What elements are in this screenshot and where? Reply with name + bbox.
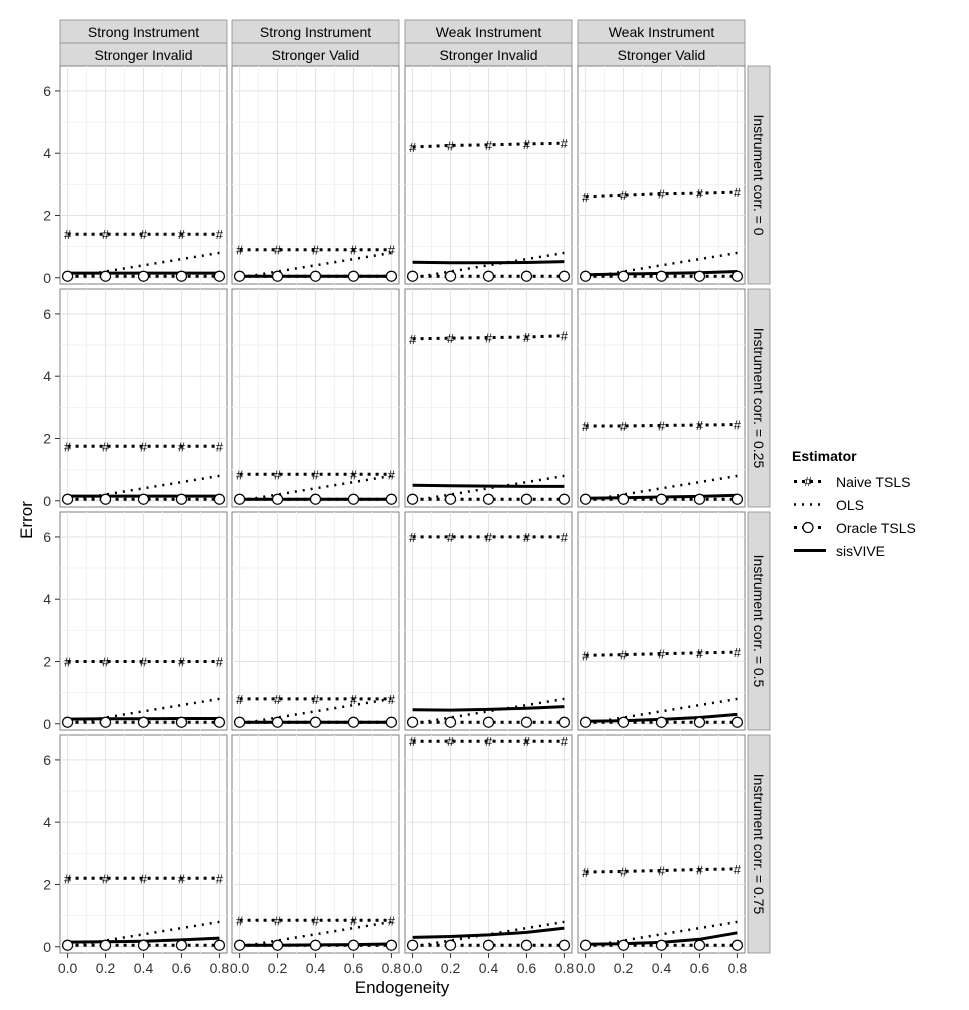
oracle-tsls-point <box>694 271 704 281</box>
oracle-tsls-point <box>732 940 742 950</box>
x-axis-tick-label: 0.8 <box>554 960 575 976</box>
x-axis-tick-label: 0.0 <box>402 960 423 976</box>
oracle-tsls-point <box>273 271 283 281</box>
oracle-tsls-point <box>521 494 531 504</box>
row-strip-label: Instrument corr. = 0.25 <box>751 327 767 469</box>
y-axis-tick-label: 2 <box>43 207 51 224</box>
naive-tsls-point: # <box>619 864 628 880</box>
oracle-tsls-point <box>446 940 456 950</box>
sisvive-series-line <box>413 485 565 486</box>
naive-tsls-point: # <box>408 734 417 750</box>
naive-tsls-point: # <box>484 330 493 346</box>
facet-panel <box>60 512 227 730</box>
oracle-tsls-point <box>694 940 704 950</box>
naive-tsls-point: # <box>235 913 244 929</box>
x-axis-tick-label: 0.8 <box>727 960 748 976</box>
oracle-tsls-point <box>732 271 742 281</box>
legend-key-ols <box>792 493 832 516</box>
naive-tsls-point: # <box>560 734 569 750</box>
oracle-tsls-point <box>214 271 224 281</box>
naive-tsls-point: # <box>273 913 282 929</box>
facet-panel <box>405 289 572 507</box>
oracle-tsls-point <box>214 494 224 504</box>
oracle-tsls-point <box>484 494 494 504</box>
oracle-tsls-point <box>484 940 494 950</box>
oracle-tsls-point <box>235 940 245 950</box>
facet-panel <box>405 66 572 284</box>
naive-tsls-point: # <box>101 871 110 887</box>
row-strip <box>748 66 770 284</box>
oracle-tsls-point <box>214 717 224 727</box>
oracle-tsls-point <box>386 271 396 281</box>
legend <box>792 448 962 562</box>
row-strip <box>748 512 770 730</box>
oracle-tsls-point <box>619 940 629 950</box>
oracle-tsls-point <box>657 271 667 281</box>
strip-bottom-label: Stronger Valid <box>617 47 706 63</box>
naive-tsls-point: # <box>349 242 358 258</box>
naive-tsls-point: # <box>235 242 244 258</box>
oracle-tsls-point <box>657 494 667 504</box>
sisvive-series-line <box>413 262 565 263</box>
facet-panel <box>578 735 745 953</box>
naive-tsls-point: # <box>349 691 358 707</box>
facet-panel <box>232 512 399 730</box>
naive-tsls-point: # <box>657 646 666 662</box>
oracle-tsls-point <box>176 271 186 281</box>
legend-label: sisVIVE <box>836 542 886 559</box>
oracle-tsls-point <box>732 494 742 504</box>
naive-tsls-point: # <box>177 439 186 455</box>
oracle-tsls-point <box>273 494 283 504</box>
naive-tsls-point: # <box>215 227 224 243</box>
oracle-tsls-point <box>348 271 358 281</box>
x-axis-tick-label: 0.2 <box>267 960 288 976</box>
naive-tsls-point: # <box>733 861 742 877</box>
naive-tsls-point: # <box>349 467 358 483</box>
y-axis-title: Error <box>17 501 36 539</box>
x-axis-tick-label: 0.8 <box>381 960 402 976</box>
oracle-tsls-point <box>581 717 591 727</box>
oracle-tsls-point <box>446 271 456 281</box>
naive-tsls-point: # <box>387 691 396 707</box>
legend-item-sisvive <box>792 539 962 562</box>
legend-key-oracle-tsls <box>792 516 832 539</box>
y-axis-tick-label: 2 <box>43 430 51 447</box>
x-axis-tick-label: 0.8 <box>209 960 230 976</box>
naive-tsls-point: # <box>408 139 417 155</box>
row-strip-label: Instrument corr. = 0.75 <box>751 773 767 915</box>
oracle-tsls-point <box>139 717 149 727</box>
naive-tsls-point: # <box>581 419 590 435</box>
naive-tsls-point: # <box>484 529 493 545</box>
y-axis-tick-label: 4 <box>43 368 51 385</box>
legend-item-naive-tsls <box>792 470 962 493</box>
naive-tsls-point: # <box>657 186 666 202</box>
x-axis-tick-label: 0.4 <box>478 960 499 976</box>
naive-tsls-point: # <box>215 871 224 887</box>
naive-tsls-point: # <box>273 467 282 483</box>
oracle-tsls-point <box>619 717 629 727</box>
oracle-tsls-point <box>657 717 667 727</box>
y-axis-tick-label: 6 <box>43 751 51 768</box>
oracle-tsls-point <box>214 940 224 950</box>
legend-title: Estimator <box>792 448 857 464</box>
oracle-tsls-point <box>732 717 742 727</box>
oracle-tsls-point <box>386 940 396 950</box>
y-axis-tick-label: 0 <box>43 715 51 732</box>
naive-tsls-point: # <box>522 734 531 750</box>
column-strip <box>60 20 227 66</box>
oracle-tsls-point <box>581 940 591 950</box>
facet-panel <box>232 66 399 284</box>
oracle-tsls-point <box>348 494 358 504</box>
naive-tsls-point: # <box>101 227 110 243</box>
strip-bottom-label: Stronger Invalid <box>94 47 193 63</box>
facet-panel <box>232 735 399 953</box>
y-axis-tick-label: 0 <box>43 269 51 286</box>
naive-tsls-point: # <box>733 417 742 433</box>
y-axis-tick-label: 0 <box>43 938 51 955</box>
naive-tsls-point: # <box>522 329 531 345</box>
oracle-tsls-point <box>521 717 531 727</box>
oracle-tsls-point <box>521 271 531 281</box>
naive-tsls-point: # <box>581 865 590 881</box>
oracle-tsls-point <box>348 940 358 950</box>
x-axis-title: Endogeneity <box>354 978 450 997</box>
naive-tsls-point: # <box>695 418 704 434</box>
naive-tsls-point: # <box>311 691 320 707</box>
strip-top-label: Strong Instrument <box>87 24 200 40</box>
y-axis-tick-label: 6 <box>43 528 51 545</box>
naive-tsls-point: # <box>387 467 396 483</box>
x-axis-tick-label: 0.6 <box>343 960 364 976</box>
x-axis-tick-label: 0.0 <box>57 960 78 976</box>
y-axis-tick-label: 4 <box>43 591 51 608</box>
naive-tsls-point: # <box>408 331 417 347</box>
naive-tsls-point: # <box>446 529 455 545</box>
naive-tsls-point: # <box>273 242 282 258</box>
naive-tsls-point: # <box>63 227 72 243</box>
naive-tsls-point: # <box>619 419 628 435</box>
oracle-tsls-point <box>101 940 111 950</box>
oracle-tsls-point <box>521 940 531 950</box>
naive-tsls-point: # <box>101 654 110 670</box>
naive-tsls-point: # <box>446 331 455 347</box>
oracle-tsls-point <box>408 940 418 950</box>
oracle-tsls-point <box>484 717 494 727</box>
naive-tsls-point: # <box>733 185 742 201</box>
oracle-tsls-point <box>446 717 456 727</box>
naive-tsls-point: # <box>446 734 455 750</box>
naive-tsls-point: # <box>311 467 320 483</box>
svg-text:#: # <box>804 474 812 489</box>
naive-tsls-point: # <box>101 439 110 455</box>
oracle-tsls-point <box>408 271 418 281</box>
legend-label: Naive TSLS <box>836 473 911 490</box>
facet-panel <box>232 289 399 507</box>
facet-panel <box>578 512 745 730</box>
oracle-tsls-point <box>311 717 321 727</box>
oracle-tsls-point <box>63 717 73 727</box>
facet-panel <box>60 66 227 284</box>
oracle-tsls-point <box>311 940 321 950</box>
naive-tsls-point: # <box>387 913 396 929</box>
y-axis-tick-label: 6 <box>43 82 51 99</box>
row-strip-label: Instrument corr. = 0 <box>751 114 767 236</box>
oracle-tsls-point <box>559 494 569 504</box>
oracle-tsls-point <box>101 494 111 504</box>
x-axis-tick-label: 0.2 <box>95 960 116 976</box>
naive-tsls-point: # <box>522 529 531 545</box>
naive-tsls-point: # <box>522 136 531 152</box>
legend-key-naive-tsls <box>792 470 832 493</box>
y-axis-tick-label: 4 <box>43 814 51 831</box>
facet-panel <box>60 735 227 953</box>
naive-tsls-point: # <box>177 654 186 670</box>
oracle-tsls-point <box>581 494 591 504</box>
oracle-tsls-point <box>619 271 629 281</box>
x-axis-tick-label: 0.6 <box>516 960 537 976</box>
naive-tsls-point: # <box>560 136 569 152</box>
column-strip <box>578 20 745 66</box>
legend-item-oracle-tsls <box>792 516 962 539</box>
oracle-tsls-point <box>139 940 149 950</box>
naive-tsls-point: # <box>63 871 72 887</box>
oracle-tsls-point <box>657 940 667 950</box>
naive-tsls-point: # <box>695 186 704 202</box>
x-axis-tick-label: 0.0 <box>229 960 250 976</box>
y-axis-tick-label: 6 <box>43 305 51 322</box>
naive-tsls-point: # <box>408 529 417 545</box>
naive-tsls-point: # <box>657 418 666 434</box>
naive-tsls-point: # <box>484 137 493 153</box>
naive-tsls-point: # <box>387 242 396 258</box>
naive-tsls-point: # <box>695 862 704 878</box>
oracle-tsls-point <box>139 271 149 281</box>
oracle-tsls-point <box>235 271 245 281</box>
column-strip <box>405 20 572 66</box>
oracle-tsls-point <box>176 494 186 504</box>
oracle-tsls-point <box>559 940 569 950</box>
strip-top-label: Weak Instrument <box>608 24 715 40</box>
naive-tsls-point: # <box>581 189 590 205</box>
oracle-tsls-point <box>446 494 456 504</box>
oracle-tsls-point <box>235 494 245 504</box>
naive-tsls-point: # <box>484 734 493 750</box>
y-axis-tick-label: 2 <box>43 876 51 893</box>
oracle-tsls-point <box>176 940 186 950</box>
row-strip-label: Instrument corr. = 0.5 <box>751 554 767 688</box>
oracle-tsls-point <box>101 271 111 281</box>
x-axis-tick-label: 0.4 <box>305 960 326 976</box>
oracle-tsls-point <box>386 494 396 504</box>
naive-tsls-point: # <box>63 654 72 670</box>
naive-tsls-point: # <box>695 645 704 661</box>
oracle-tsls-point <box>101 717 111 727</box>
x-axis-tick-label: 0.0 <box>575 960 596 976</box>
naive-tsls-point: # <box>581 648 590 664</box>
naive-tsls-point: # <box>349 913 358 929</box>
naive-tsls-point: # <box>560 529 569 545</box>
oracle-tsls-point <box>386 717 396 727</box>
oracle-tsls-point <box>484 271 494 281</box>
oracle-tsls-point <box>273 717 283 727</box>
oracle-tsls-point <box>408 494 418 504</box>
legend-key-sisvive <box>792 539 832 562</box>
naive-tsls-point: # <box>63 439 72 455</box>
oracle-tsls-point <box>63 940 73 950</box>
naive-tsls-point: # <box>657 863 666 879</box>
x-axis-tick-label: 0.2 <box>613 960 634 976</box>
oracle-tsls-point <box>559 717 569 727</box>
legend-label: Oracle TSLS <box>836 519 916 536</box>
strip-bottom-label: Stronger Invalid <box>439 47 538 63</box>
naive-tsls-point: # <box>177 871 186 887</box>
oracle-tsls-point <box>63 494 73 504</box>
strip-top-label: Strong Instrument <box>259 24 372 40</box>
naive-tsls-point: # <box>139 227 148 243</box>
naive-tsls-point: # <box>311 242 320 258</box>
naive-tsls-point: # <box>139 654 148 670</box>
x-axis-tick-label: 0.2 <box>440 960 461 976</box>
x-axis-tick-label: 0.6 <box>171 960 192 976</box>
strip-top-label: Weak Instrument <box>435 24 542 40</box>
oracle-tsls-point <box>619 494 629 504</box>
x-axis-tick-label: 0.4 <box>133 960 154 976</box>
naive-tsls-point: # <box>273 691 282 707</box>
oracle-tsls-point <box>581 271 591 281</box>
row-strip <box>748 289 770 507</box>
column-strip <box>232 20 399 66</box>
naive-tsls-point: # <box>235 691 244 707</box>
naive-tsls-point: # <box>311 913 320 929</box>
strip-bottom-label: Stronger Valid <box>271 47 360 63</box>
facet-panel <box>405 734 572 953</box>
naive-tsls-point: # <box>177 227 186 243</box>
naive-tsls-point: # <box>139 439 148 455</box>
x-axis-tick-label: 0.4 <box>651 960 672 976</box>
naive-tsls-point: # <box>139 871 148 887</box>
oracle-tsls-point <box>311 271 321 281</box>
oracle-tsls-point <box>311 494 321 504</box>
oracle-tsls-point <box>176 717 186 727</box>
facet-panel <box>578 289 745 507</box>
row-strip <box>748 735 770 953</box>
naive-tsls-point: # <box>215 654 224 670</box>
oracle-tsls-point <box>408 717 418 727</box>
facet-panel <box>60 289 227 507</box>
naive-tsls-point: # <box>215 439 224 455</box>
naive-tsls-point: # <box>235 467 244 483</box>
oracle-tsls-point <box>139 494 149 504</box>
legend-label: OLS <box>836 496 865 513</box>
oracle-tsls-point <box>559 271 569 281</box>
naive-tsls-point: # <box>619 188 628 204</box>
x-axis-tick-label: 0.6 <box>689 960 710 976</box>
legend-item-ols <box>792 493 962 516</box>
y-axis-tick-label: 0 <box>43 492 51 509</box>
oracle-tsls-point <box>694 494 704 504</box>
oracle-tsls-point <box>273 940 283 950</box>
oracle-tsls-point <box>63 271 73 281</box>
facet-panel <box>578 66 745 284</box>
y-axis-tick-label: 4 <box>43 145 51 162</box>
naive-tsls-point: # <box>733 645 742 661</box>
oracle-tsls-point <box>348 717 358 727</box>
y-axis-tick-label: 2 <box>43 653 51 670</box>
naive-tsls-point: # <box>560 328 569 344</box>
naive-tsls-point: # <box>619 647 628 663</box>
oracle-tsls-point <box>694 717 704 727</box>
oracle-tsls-point <box>235 717 245 727</box>
facet-panel <box>405 512 572 730</box>
naive-tsls-point: # <box>446 138 455 154</box>
